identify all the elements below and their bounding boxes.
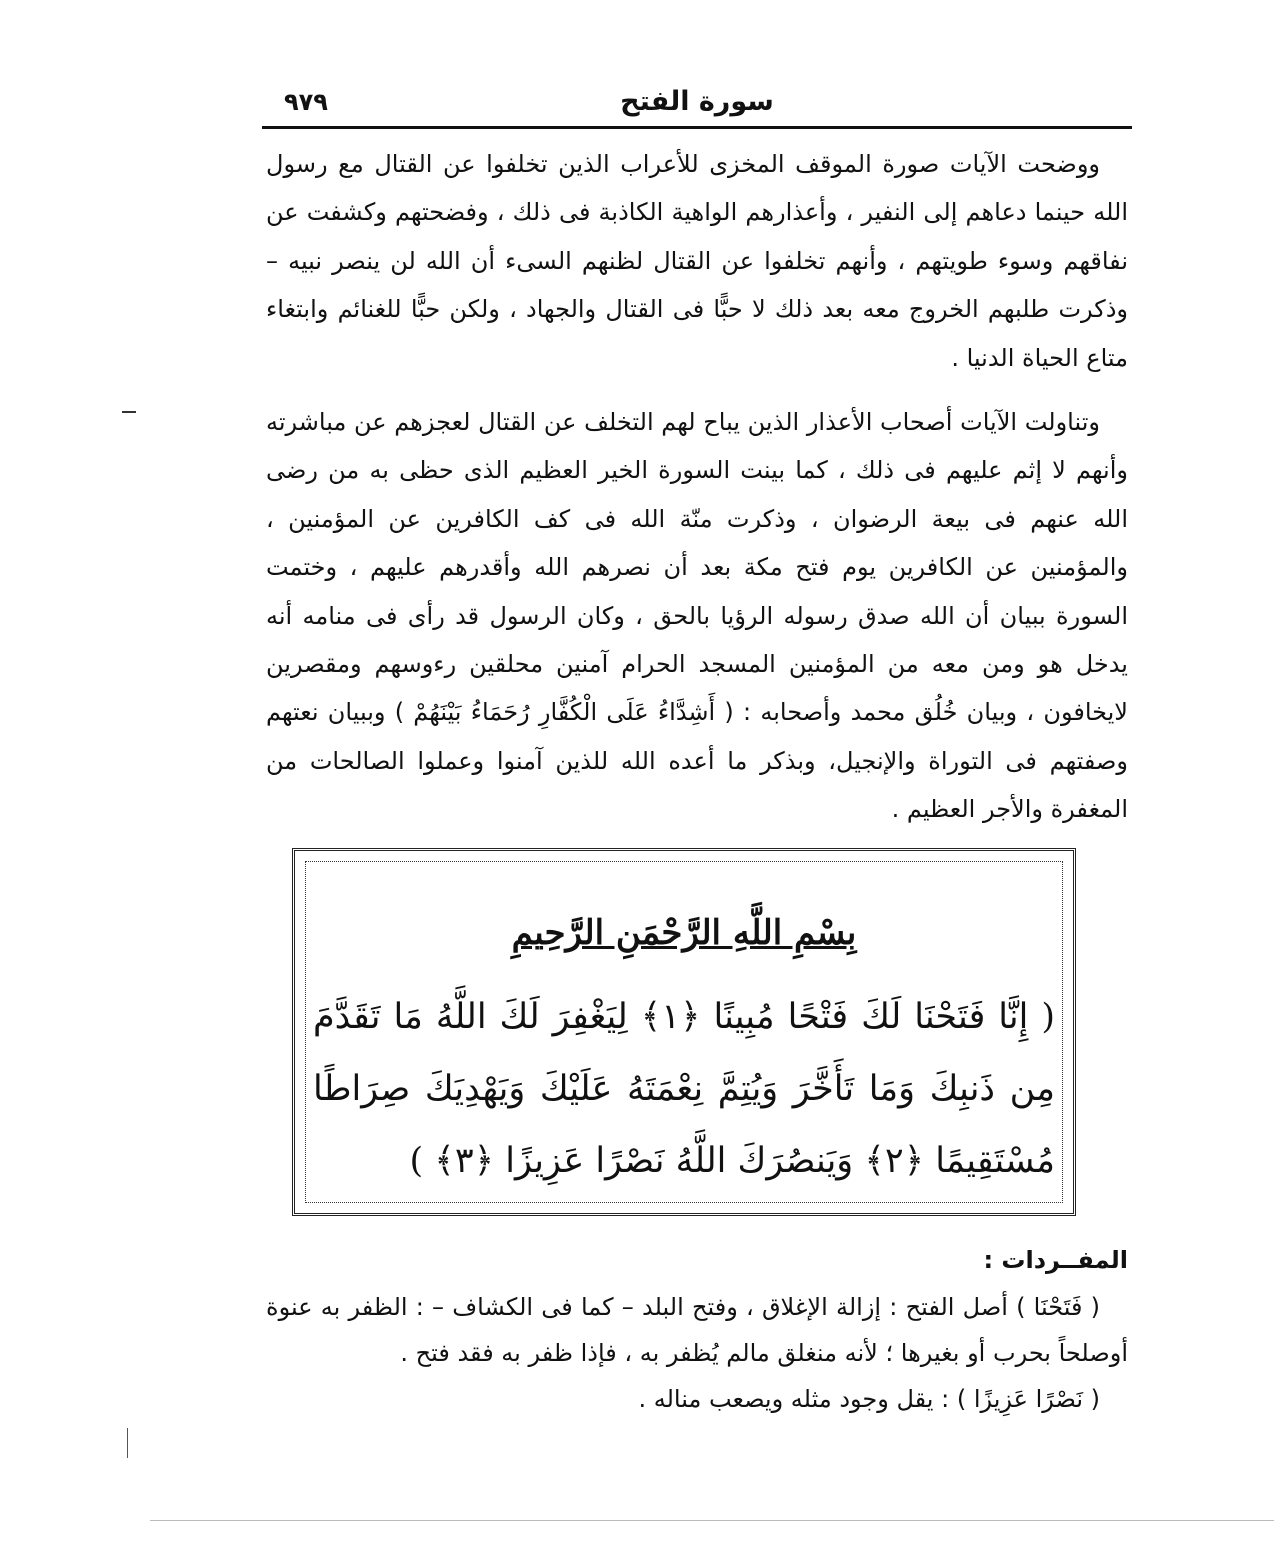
- vocabulary-entry: ( نَصْرًا عَزِيزًا ) : يقل وجود مثله ويصعب مناله .: [638, 1385, 1100, 1413]
- paragraph: وتناولت الآيات أصحاب الأعذار الذين يباح لهم التخلف عن القتال لعجزهم عن مباشرته وأنهم لا إثم عليهم فى ذلك ، كما بينت السورة الخير العظيم الذى حظى به من رضى الله عنهم فى بيعة الرضوان ، وذكرت منّة الله فى كف الكافرين عن المؤمنين ، والمؤمنين عن الكافرين يوم فتح مكة بعد أن نصرهم الله وأقدرهم عليهم ، وختمت السورة ببيان أن الله صدق رسوله الرؤيا بالحق ، وكان الرسول قد رأى فى منامه أنه يدخل هو ومن معه من المؤمنين المسجد الحرام آمنين محلقين رءوسهم ومقصرين لايخافون ، وبيان خُلُق محمد وأصحابه : ( أَشِدَّاءُ عَلَى الْكُفَّارِ رُحَمَاءُ بَيْنَهُمْ ) وببيان نعتهم وصفتهم فى التوراة والإنجيل، وبذكر ما أعده الله للذين آمنوا وعملوا الصالحات من المغفرة والأجر العظيم .: [266, 408, 1128, 824]
- quran-verses: ( إِنَّا فَتَحْنَا لَكَ فَتْحًا مُبِينًا ﴿١﴾ لِيَغْفِرَ لَكَ اللَّهُ مَا تَقَدَّمَ مِن ذَنبِكَ وَمَا تَأَخَّرَ وَيُتِمَّ نِعْمَتَهُ عَلَيْكَ وَيَهْدِيَكَ صِرَاطًا مُسْتَقِيمًا ﴿٢﴾ وَيَنصُرَكَ اللَّهُ نَصْرًا عَزِيزًا ﴿٣﴾ ): [313, 997, 1056, 1181]
- page-number: ٩٧٩: [284, 88, 328, 116]
- page-header: [262, 80, 1132, 128]
- quran-verse-frame: [292, 848, 1076, 1216]
- surah-title: سورة الفتح: [620, 86, 774, 117]
- margin-mark: [122, 411, 136, 413]
- scan-edge-line: [150, 1520, 1274, 1521]
- header-rule: [262, 126, 1132, 129]
- vocabulary-body: [266, 1284, 1128, 1422]
- vocabulary-heading: المفــردات :: [983, 1246, 1128, 1274]
- vocabulary-entry: ( فَتَحْنَا ) أصل الفتح : إزالة الإغلاق ، وفتح البلد – كما فى الكشاف – : الظفر به عنوة أوصلحاً بحرب أو بغيرها ؛ لأنه منغلق مالم يُظفر به ، فإذا ظفر به فقد فتح .: [266, 1293, 1128, 1367]
- basmala: بِسْمِ اللَّهِ الرَّحْمَنِ الرَّحِيمِ: [511, 913, 857, 953]
- margin-line: [127, 1428, 128, 1458]
- commentary-body: [266, 140, 1128, 834]
- paragraph: ووضحت الآيات صورة الموقف المخزى للأعراب الذين تخلفوا عن القتال مع رسول الله حينما دعاهم إلى النفير ، وأعذارهم الواهية الكاذبة فى ذلك ، وفضحتهم وكشفت عن نفاقهم وسوء طويتهم ، وأنهم تخلفوا عن القتال لظنهم السىء أن الله لن ينصر نبيه – وذكرت طلبهم الخروج معه بعد ذلك لا حبًّا فى القتال والجهاد ، ولكن حبًّا للغنائم وابتغاء متاع الحياة الدنيا .: [266, 150, 1128, 372]
